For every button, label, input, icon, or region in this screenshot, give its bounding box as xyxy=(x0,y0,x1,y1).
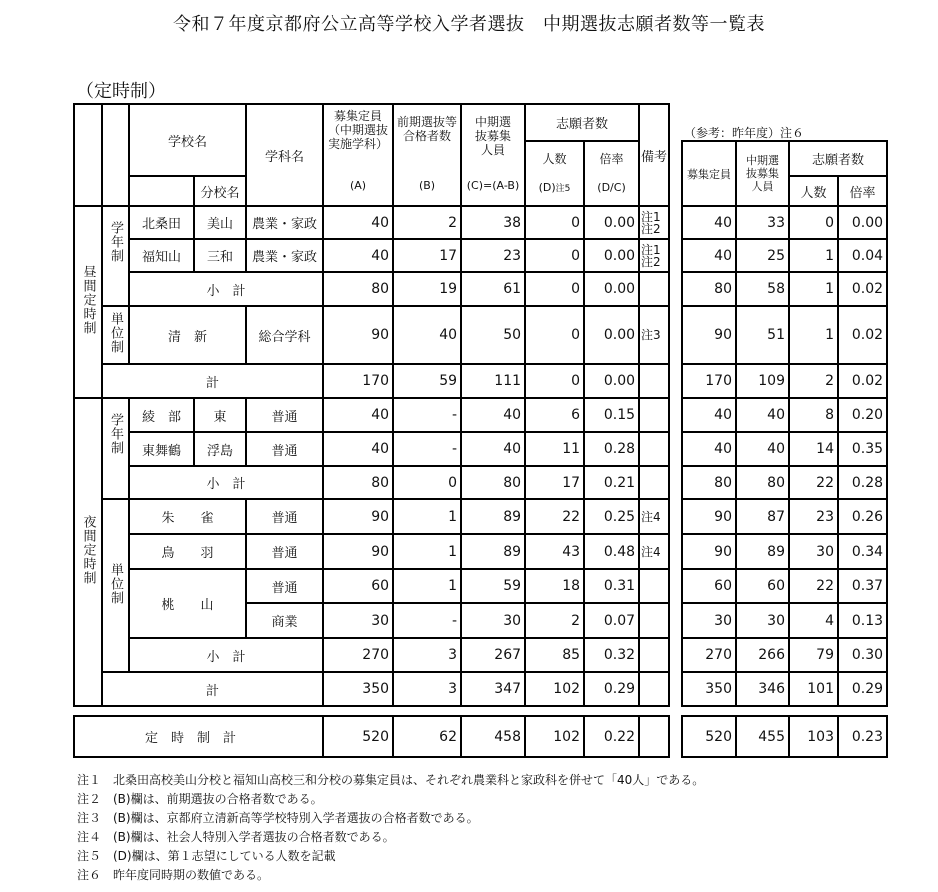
ref-cell-rate: 0.34 xyxy=(838,534,887,569)
ref-grand-total-rate: 0.23 xyxy=(838,716,887,757)
ref-table-row xyxy=(682,306,887,364)
cell-d: 43 xyxy=(525,534,584,569)
school-name: 綾 部 xyxy=(129,398,194,432)
ref-header-mid-quota: 中期選抜募集人員 xyxy=(736,141,789,206)
ref-cell-a: 90 xyxy=(682,534,736,569)
ref-header-rate: 倍率 xyxy=(838,176,887,206)
footnote-text: (D)欄は、第１志望にしている人数を記載 xyxy=(113,849,336,863)
ref-cell-c: 58 xyxy=(736,272,789,306)
ref-cell-rate: 0.13 xyxy=(838,603,887,638)
cell-rate: 0.15 xyxy=(584,398,639,432)
total-row xyxy=(74,364,669,398)
cell-note: 注4 xyxy=(639,499,669,534)
ref-table-row xyxy=(682,398,887,432)
cell-b: 1 xyxy=(393,499,461,534)
group-grade xyxy=(102,206,129,306)
footnote-text: (B)欄は、京都府立清新高等学校特別入学者選抜の合格者数である。 xyxy=(113,811,479,825)
cell-b: 2 xyxy=(393,206,461,239)
ref-cell-c: 346 xyxy=(736,672,789,706)
ref-cell-c: 40 xyxy=(736,432,789,466)
cell-note: 注3 xyxy=(639,306,669,364)
footnote xyxy=(77,809,704,828)
ref-header-applicants: 志願者数 xyxy=(789,141,887,176)
ref-cell-rate: 0.35 xyxy=(838,432,887,466)
cell-b: 17 xyxy=(393,239,461,272)
ref-cell-c: 30 xyxy=(736,603,789,638)
footnotes xyxy=(77,771,704,885)
ref-cell-d: 2 xyxy=(789,364,838,398)
ref-cell-rate: 0.02 xyxy=(838,272,887,306)
subtotal-label: 小 計 xyxy=(129,272,323,306)
ref-table-row xyxy=(682,432,887,466)
footnote xyxy=(77,771,704,790)
cell-c: 40 xyxy=(461,432,525,466)
cell-b: 0 xyxy=(393,466,461,499)
cell-rate: 0.00 xyxy=(584,364,639,398)
ref-table-row xyxy=(682,206,887,239)
ref-table-row xyxy=(682,672,887,706)
cell-b: 3 xyxy=(393,638,461,672)
subtotal-row xyxy=(74,638,669,672)
cell-d: 0 xyxy=(525,206,584,239)
group-grade xyxy=(102,398,129,499)
total-label: 計 xyxy=(102,672,323,706)
cell-note xyxy=(639,638,669,672)
footnote xyxy=(77,847,704,866)
header-b-label: 前期選抜等合格者数 xyxy=(397,115,458,143)
ref-cell-d: 0 xyxy=(789,206,838,239)
cell-c: 40 xyxy=(461,398,525,432)
school-name: 東舞鶴 xyxy=(129,432,194,466)
ref-cell-d: 30 xyxy=(789,534,838,569)
cell-a: 90 xyxy=(323,499,393,534)
grand-total-table xyxy=(73,715,670,758)
header-branch: 分校名 xyxy=(194,176,246,206)
ref-grand-total-row xyxy=(682,716,887,757)
footnote-id: 注５ xyxy=(77,849,102,863)
ref-cell-a: 350 xyxy=(682,672,736,706)
header-dept: 学科名 xyxy=(246,104,323,206)
subtotal-label: 小 計 xyxy=(129,638,323,672)
ref-cell-a: 170 xyxy=(682,364,736,398)
header-c xyxy=(461,104,525,206)
cell-rate: 0.07 xyxy=(584,603,639,638)
ref-cell-d: 22 xyxy=(789,569,838,603)
ref-cell-c: 33 xyxy=(736,206,789,239)
ref-cell-a: 40 xyxy=(682,206,736,239)
group-night-label: 夜間定時制 xyxy=(80,515,96,585)
ref-cell-a: 40 xyxy=(682,432,736,466)
cell-d: 0 xyxy=(525,239,584,272)
footnote-id: 注１ xyxy=(77,773,102,787)
branch-name: 浮島 xyxy=(194,432,246,466)
dept-name: 商業 xyxy=(246,603,323,638)
cell-rate: 0.31 xyxy=(584,569,639,603)
ref-cell-a: 40 xyxy=(682,239,736,272)
cell-b: 59 xyxy=(393,364,461,398)
table-row xyxy=(74,569,669,603)
table-row xyxy=(74,432,669,466)
ref-cell-a: 80 xyxy=(682,272,736,306)
group-day-label: 昼間定時制 xyxy=(80,265,96,335)
footnote-id: 注２ xyxy=(77,792,102,806)
ref-cell-a: 30 xyxy=(682,603,736,638)
cell-note xyxy=(639,272,669,306)
cell-d: 0 xyxy=(525,272,584,306)
total-row xyxy=(74,672,669,706)
subtotal-row xyxy=(74,466,669,499)
table-row xyxy=(74,306,669,364)
cell-note xyxy=(639,603,669,638)
cell-a: 30 xyxy=(323,603,393,638)
ref-cell-c: 109 xyxy=(736,364,789,398)
header-a-code: (A) xyxy=(349,179,367,192)
grand-total-c: 458 xyxy=(461,716,525,757)
header-a xyxy=(323,104,393,206)
header-blank xyxy=(102,104,129,206)
ref-cell-rate: 0.02 xyxy=(838,364,887,398)
cell-c: 111 xyxy=(461,364,525,398)
ref-grand-total-table xyxy=(681,715,888,758)
cell-rate: 0.21 xyxy=(584,466,639,499)
dept-name: 普通 xyxy=(246,432,323,466)
cell-note: 注4 xyxy=(639,534,669,569)
header-applicants: 志願者数 xyxy=(525,104,639,141)
cell-rate: 0.00 xyxy=(584,239,639,272)
ref-cell-a: 90 xyxy=(682,306,736,364)
cell-note: 注1 注2 xyxy=(639,206,669,239)
cell-d: 17 xyxy=(525,466,584,499)
footnote-id: 注４ xyxy=(77,830,102,844)
ref-cell-c: 25 xyxy=(736,239,789,272)
main-table xyxy=(73,103,670,707)
header-c-label: 中期選抜募集人員 xyxy=(475,115,512,157)
school-name: 福知山 xyxy=(129,239,194,272)
subtotal-row xyxy=(74,272,669,306)
cell-c: 59 xyxy=(461,569,525,603)
cell-a: 60 xyxy=(323,569,393,603)
school-name: 北桑田 xyxy=(129,206,194,239)
ref-table-row xyxy=(682,499,887,534)
table-row xyxy=(74,239,669,272)
ref-cell-d: 4 xyxy=(789,603,838,638)
ref-header-count: 人数 xyxy=(789,176,838,206)
cell-c: 38 xyxy=(461,206,525,239)
ref-cell-a: 80 xyxy=(682,466,736,499)
cell-note xyxy=(639,466,669,499)
cell-rate: 0.32 xyxy=(584,638,639,672)
ref-cell-a: 270 xyxy=(682,638,736,672)
cell-a: 40 xyxy=(323,398,393,432)
grand-total-b: 62 xyxy=(393,716,461,757)
ref-cell-d: 1 xyxy=(789,239,838,272)
header-count-label: 人数 xyxy=(542,152,567,166)
cell-d: 2 xyxy=(525,603,584,638)
cell-a: 80 xyxy=(323,272,393,306)
cell-note: 注1 注2 xyxy=(639,239,669,272)
dept-name: 普通 xyxy=(246,398,323,432)
cell-note xyxy=(639,398,669,432)
ref-cell-c: 40 xyxy=(736,398,789,432)
grand-total-a: 520 xyxy=(323,716,393,757)
cell-rate: 0.00 xyxy=(584,206,639,239)
cell-d: 0 xyxy=(525,364,584,398)
header-a-label: 募集定員（中期選抜実施学科） xyxy=(328,109,389,151)
ref-cell-a: 90 xyxy=(682,499,736,534)
table-row xyxy=(74,398,669,432)
reference-table xyxy=(681,140,888,707)
footnote-text: 北桑田高校美山分校と福知山高校三和分校の募集定員は、それぞれ農業科と家政科を併せて「40人」である。 xyxy=(113,773,705,787)
group-credit-label: 単位制 xyxy=(108,312,123,354)
cell-note xyxy=(639,569,669,603)
header-remarks: 備考 xyxy=(639,104,669,206)
ref-cell-c: 80 xyxy=(736,466,789,499)
footnote-text: 昨年度同時期の数値である。 xyxy=(113,868,270,882)
school-name: 鳥 羽 xyxy=(129,534,246,569)
ref-cell-rate: 0.00 xyxy=(838,206,887,239)
ref-cell-d: 79 xyxy=(789,638,838,672)
grand-total-label: 定 時 制 計 xyxy=(74,716,323,757)
school-name: 桃 山 xyxy=(129,569,246,638)
table-row xyxy=(74,499,669,534)
ref-cell-d: 8 xyxy=(789,398,838,432)
cell-c: 50 xyxy=(461,306,525,364)
school-name: 朱 雀 xyxy=(129,499,246,534)
ref-cell-a: 40 xyxy=(682,398,736,432)
dept-name: 普通 xyxy=(246,499,323,534)
ref-cell-a: 60 xyxy=(682,569,736,603)
ref-table-row xyxy=(682,638,887,672)
cell-c: 89 xyxy=(461,534,525,569)
cell-c: 61 xyxy=(461,272,525,306)
ref-cell-d: 22 xyxy=(789,466,838,499)
ref-cell-c: 60 xyxy=(736,569,789,603)
ref-grand-total-c: 455 xyxy=(736,716,789,757)
ref-cell-rate: 0.26 xyxy=(838,499,887,534)
footnote xyxy=(77,866,704,885)
cell-d: 18 xyxy=(525,569,584,603)
ref-cell-d: 14 xyxy=(789,432,838,466)
header-c-code: (C)=(A-B) xyxy=(466,179,520,192)
group-credit-label: 単位制 xyxy=(108,562,123,605)
total-label: 計 xyxy=(102,364,323,398)
cell-a: 80 xyxy=(323,466,393,499)
cell-d: 11 xyxy=(525,432,584,466)
reference-title: （参考：昨年度）注６ xyxy=(684,126,805,140)
branch-name: 美山 xyxy=(194,206,246,239)
cell-a: 90 xyxy=(323,306,393,364)
ref-cell-rate: 0.04 xyxy=(838,239,887,272)
cell-b: - xyxy=(393,398,461,432)
footnote-id: 注３ xyxy=(77,811,102,825)
branch-name: 三和 xyxy=(194,239,246,272)
ref-cell-rate: 0.28 xyxy=(838,466,887,499)
table-row xyxy=(74,206,669,239)
cell-a: 270 xyxy=(323,638,393,672)
cell-a: 40 xyxy=(323,432,393,466)
cell-c: 267 xyxy=(461,638,525,672)
ref-table-row xyxy=(682,534,887,569)
school-name: 清 新 xyxy=(129,306,246,364)
cell-c: 23 xyxy=(461,239,525,272)
ref-table-row xyxy=(682,364,887,398)
header-blank xyxy=(129,176,194,206)
ref-cell-d: 101 xyxy=(789,672,838,706)
ref-table-row xyxy=(682,466,887,499)
header-count-note: 注5 xyxy=(555,184,571,194)
cell-d: 6 xyxy=(525,398,584,432)
ref-cell-c: 51 xyxy=(736,306,789,364)
cell-c: 30 xyxy=(461,603,525,638)
footnote-text: (B)欄は、社会人特別入学者選抜の合格者数である。 xyxy=(113,830,395,844)
ref-cell-rate: 0.37 xyxy=(838,569,887,603)
group-grade-label: 学年制 xyxy=(108,413,123,455)
cell-b: - xyxy=(393,603,461,638)
cell-b: 3 xyxy=(393,672,461,706)
cell-d: 85 xyxy=(525,638,584,672)
cell-rate: 0.48 xyxy=(584,534,639,569)
footnote xyxy=(77,828,704,847)
page-title: 令和７年度京都府公立高等学校入学者選抜 中期選抜志願者数等一覧表 xyxy=(173,14,765,35)
footnote-id: 注６ xyxy=(77,868,102,882)
dept-name: 普通 xyxy=(246,534,323,569)
cell-rate: 0.00 xyxy=(584,272,639,306)
ref-cell-rate: 0.02 xyxy=(838,306,887,364)
cell-d: 102 xyxy=(525,672,584,706)
grand-total-rate: 0.22 xyxy=(584,716,639,757)
dept-name: 総合学科 xyxy=(246,306,323,364)
header-rate xyxy=(584,141,639,206)
cell-c: 80 xyxy=(461,466,525,499)
group-night xyxy=(74,398,102,706)
ref-cell-d: 1 xyxy=(789,272,838,306)
cell-c: 89 xyxy=(461,499,525,534)
header-b xyxy=(393,104,461,206)
ref-cell-c: 89 xyxy=(736,534,789,569)
table-row xyxy=(74,534,669,569)
cell-c: 347 xyxy=(461,672,525,706)
dept-name: 農業・家政 xyxy=(246,206,323,239)
cell-rate: 0.25 xyxy=(584,499,639,534)
cell-rate: 0.29 xyxy=(584,672,639,706)
ref-cell-c: 87 xyxy=(736,499,789,534)
ref-table-row xyxy=(682,239,887,272)
cell-b: 1 xyxy=(393,534,461,569)
header-count xyxy=(525,141,584,206)
cell-note xyxy=(639,672,669,706)
grand-total-row xyxy=(74,716,669,757)
ref-grand-total-d: 103 xyxy=(789,716,838,757)
cell-b: - xyxy=(393,432,461,466)
branch-name: 東 xyxy=(194,398,246,432)
group-credit xyxy=(102,499,129,672)
ref-cell-rate: 0.20 xyxy=(838,398,887,432)
header-rate-label: 倍率 xyxy=(599,152,624,166)
section-subtitle: （定時制） xyxy=(76,81,166,102)
ref-cell-rate: 0.29 xyxy=(838,672,887,706)
cell-b: 40 xyxy=(393,306,461,364)
cell-rate: 0.00 xyxy=(584,306,639,364)
group-credit xyxy=(102,306,129,364)
dept-name: 農業・家政 xyxy=(246,239,323,272)
ref-cell-c: 266 xyxy=(736,638,789,672)
ref-cell-rate: 0.30 xyxy=(838,638,887,672)
cell-d: 22 xyxy=(525,499,584,534)
cell-rate: 0.28 xyxy=(584,432,639,466)
ref-table-row xyxy=(682,603,887,638)
group-grade-label: 学年制 xyxy=(108,221,123,263)
ref-table-row xyxy=(682,569,887,603)
header-count-code: (D) xyxy=(538,181,556,194)
header-blank xyxy=(74,104,102,206)
cell-a: 90 xyxy=(323,534,393,569)
cell-b: 1 xyxy=(393,569,461,603)
dept-name: 普通 xyxy=(246,569,323,603)
cell-a: 40 xyxy=(323,239,393,272)
header-school: 学校名 xyxy=(129,104,246,176)
grand-total-note xyxy=(639,716,669,757)
ref-table-row xyxy=(682,272,887,306)
header-b-code: (B) xyxy=(418,179,436,192)
cell-b: 19 xyxy=(393,272,461,306)
ref-header-capacity: 募集定員 xyxy=(682,141,736,206)
cell-note xyxy=(639,432,669,466)
subtotal-label: 小 計 xyxy=(129,466,323,499)
footnote-text: (B)欄は、前期選抜の合格者数である。 xyxy=(113,792,323,806)
footnote xyxy=(77,790,704,809)
cell-note xyxy=(639,364,669,398)
ref-cell-d: 23 xyxy=(789,499,838,534)
grand-total-d: 102 xyxy=(525,716,584,757)
ref-grand-total-a: 520 xyxy=(682,716,736,757)
cell-a: 170 xyxy=(323,364,393,398)
group-day xyxy=(74,206,102,398)
cell-a: 350 xyxy=(323,672,393,706)
cell-a: 40 xyxy=(323,206,393,239)
ref-cell-d: 1 xyxy=(789,306,838,364)
cell-d: 0 xyxy=(525,306,584,364)
header-rate-code: (D/C) xyxy=(597,181,626,194)
